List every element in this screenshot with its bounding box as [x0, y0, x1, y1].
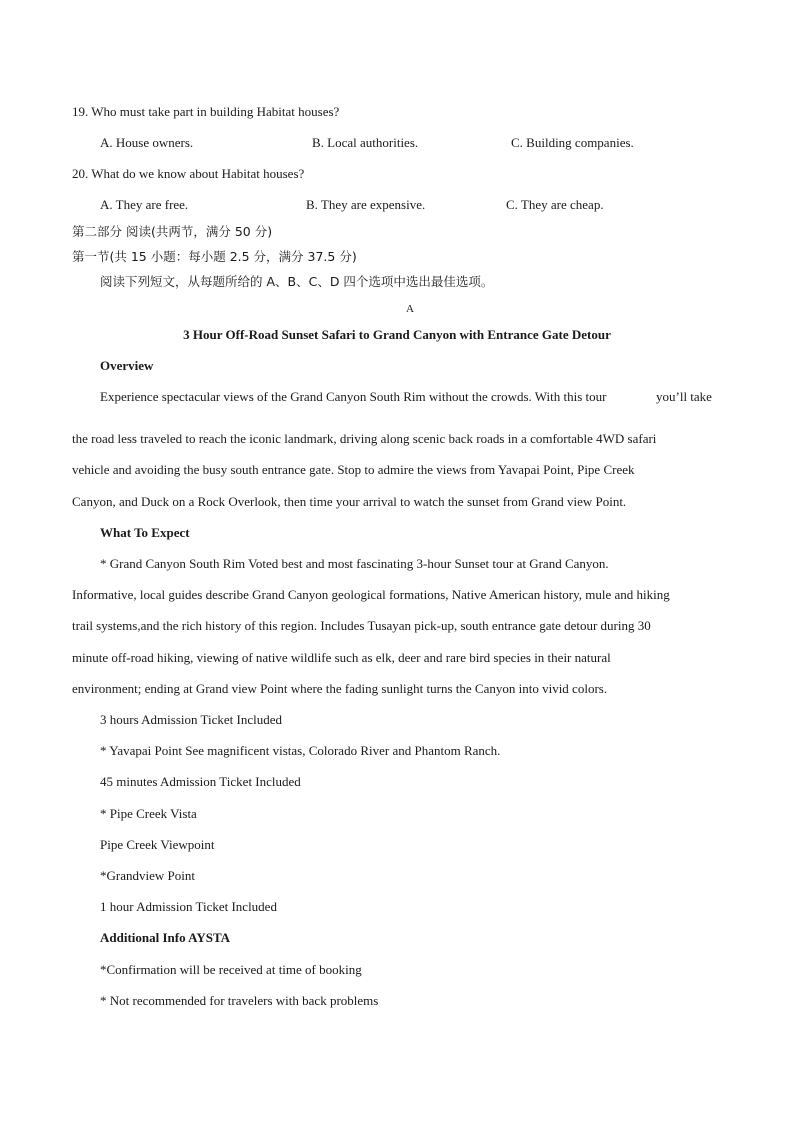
question-20-option-b: B. They are expensive. [306, 197, 426, 212]
expect-line-1: * Grand Canyon South Rim Voted best and most fascinating 3-hour Sunset tour at Grand Canyon. [100, 556, 609, 571]
passage-title: 3 Hour Off-Road Sunset Safari to Grand Canyon with Entrance Gate Detour [183, 327, 611, 342]
overview-line-1b: you’ll take [656, 389, 712, 404]
question-19-stem: 19. Who must take part in building Habitat houses? [72, 104, 340, 119]
item-pipe-creek-viewpoint: Pipe Creek Viewpoint [100, 837, 215, 852]
additional-info-heading: Additional Info AYSTA [100, 930, 231, 945]
question-19-option-b: B. Local authorities. [312, 135, 419, 150]
question-19-option-a: A. House owners. [100, 135, 194, 150]
additional-line-1: *Confirmation will be received at time of booking [100, 962, 362, 977]
item-duration-45m: 45 minutes Admission Ticket Included [100, 774, 301, 789]
question-20-option-a: A. They are free. [100, 197, 189, 212]
overview-line-2: the road less traveled to reach the iconic landmark, driving along scenic back roads in a comfortable 4WD safari [72, 431, 657, 446]
expect-line-5: environment; ending at Grand view Point where the fading sunlight turns the Canyon into vivid colors. [72, 681, 608, 696]
section-part2-heading: 第二部分 阅读(共两节，满分 50 分) [72, 224, 273, 239]
passage-letter: A [406, 303, 414, 315]
question-20-stem: 20. What do we know about Habitat houses? [72, 166, 305, 181]
question-19-option-c: C. Building companies. [511, 135, 634, 150]
item-grandview-point: *Grandview Point [100, 868, 195, 883]
expect-heading: What To Expect [100, 525, 190, 540]
question-20-option-c: C. They are cheap. [506, 197, 604, 212]
additional-line-2: * Not recommended for travelers with back problems [100, 993, 379, 1008]
expect-line-4: minute off-road hiking, viewing of native wildlife such as elk, deer and rare bird species in their natural [72, 650, 611, 665]
item-pipe-creek-vista: * Pipe Creek Vista [100, 806, 197, 821]
expect-line-3: trail systems,and the rich history of this region. Includes Tusayan pick-up, south entrance gate detour during 30 [72, 618, 651, 633]
section-sub1-heading: 第一节(共 15 小题：每小题 2.5 分，满分 37.5 分) [72, 249, 357, 264]
item-duration-1h: 1 hour Admission Ticket Included [100, 899, 277, 914]
overview-line-3: vehicle and avoiding the busy south entrance gate. Stop to admire the views from Yavapai Point, Pipe Creek [72, 462, 635, 477]
item-duration-3h: 3 hours Admission Ticket Included [100, 712, 283, 727]
section-instruction: 阅读下列短文，从每题所给的 A、B、C、D 四个选项中选出最佳选项。 [100, 274, 494, 289]
overview-line-4: Canyon, and Duck on a Rock Overlook, then time your arrival to watch the sunset from Grand view Point. [72, 494, 627, 509]
overview-heading: Overview [100, 358, 154, 373]
expect-line-2: Informative, local guides describe Grand Canyon geological formations, Native American history, mule and hiking [72, 587, 670, 602]
overview-line-1: Experience spectacular views of the Grand Canyon South Rim without the crowds. With this tour [100, 389, 607, 404]
item-yavapai-point: * Yavapai Point See magnificent vistas, Colorado River and Phantom Ranch. [100, 743, 501, 758]
